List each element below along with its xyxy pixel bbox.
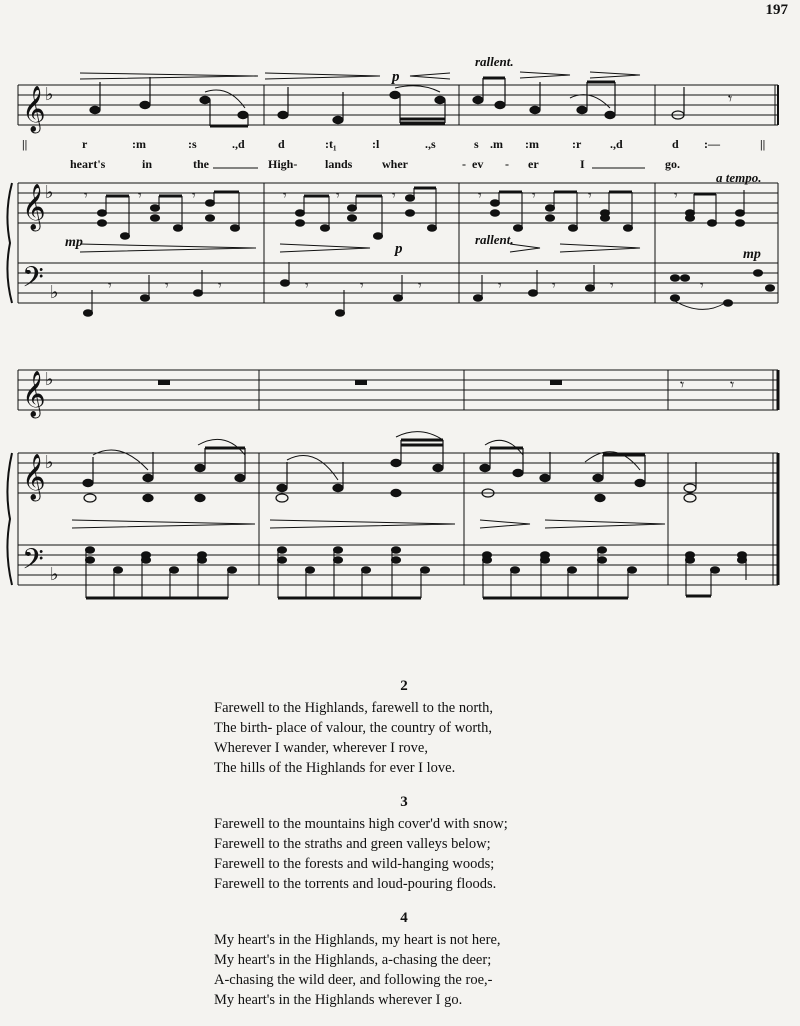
page-number: 197 [765,2,788,18]
svg-text:𝄾: 𝄾 [610,278,614,294]
treble-clef-icon: 𝄞 [22,86,46,132]
voice-notes-1 [90,77,684,126]
svg-text:𝄾: 𝄾 [84,188,88,204]
svg-text:.,s: .,s [425,137,436,151]
svg-text:I: I [580,157,585,171]
svg-text:𝄾: 𝄾 [418,278,422,294]
svg-text:-: - [462,157,466,171]
tempo-rallent-mid: rallent. [475,232,514,247]
tempo-a-tempo: a tempo. [716,170,762,185]
svg-text:𝄾: 𝄾 [360,278,364,294]
svg-text:𝄾: 𝄾 [680,375,685,394]
svg-text::t₁: :t₁ [325,137,337,151]
verse-3 [214,794,634,894]
verse-line: Farewell to the mountains high cover'd with snow; [214,816,508,832]
verse-line: The hills of the Highlands for ever I love. [214,760,456,776]
svg-text:||: || [22,137,28,151]
solfa-line [22,137,765,151]
svg-text:.,d: .,d [610,137,623,151]
piano-treble-staff-2 [18,453,778,493]
voice-staff-1 [18,85,778,125]
treble-clef-icon: 𝄞 [22,184,46,230]
verse-4 [214,910,634,1010]
svg-text::l: :l [372,137,380,151]
verse-line: My heart's in the Highlands wherever I go. [214,992,463,1008]
svg-text::m: :m [525,137,539,151]
svg-text::r: :r [572,137,582,151]
svg-text:♭: ♭ [45,84,54,105]
svg-text:𝄾: 𝄾 [336,188,340,204]
svg-text:𝄾: 𝄾 [700,278,704,294]
piano-treble-notes-2 [83,432,696,502]
svg-text:𝄾: 𝄾 [552,278,556,294]
svg-text:𝄾: 𝄾 [283,188,287,204]
svg-text:-: - [505,157,509,171]
svg-text:𝄾: 𝄾 [478,188,482,204]
verses-section [214,678,634,1026]
svg-text:♭: ♭ [45,369,54,390]
svg-text:♭: ♭ [45,182,54,203]
svg-text::—: :— [704,137,720,151]
dynamic-mp-left: mp [65,235,83,250]
svg-text:𝄾: 𝄾 [218,278,222,294]
svg-text:ev: ev [472,157,484,171]
verse-line: Farewell to the straths and green valleys below; [214,836,491,852]
svg-text:wher: wher [382,157,408,171]
treble-clef-icon: 𝄞 [22,371,46,417]
svg-text:𝄾: 𝄾 [728,89,733,108]
voice-rests-2 [158,380,562,385]
svg-text:𝄾: 𝄾 [392,188,396,204]
verse-line: The birth- place of valour, the country of worth, [214,720,493,736]
svg-text:♭: ♭ [45,452,54,473]
verse-line: A-chasing the wild deer, and following the roe,- [214,972,493,988]
svg-text:𝄾: 𝄾 [305,278,309,294]
svg-text:𝄾: 𝄾 [674,188,678,204]
svg-text:in: in [142,157,153,171]
svg-text:r: r [82,137,88,151]
svg-text::s: :s [188,137,197,151]
svg-text:𝄾: 𝄾 [192,188,196,204]
svg-text:.,d: .,d [232,137,245,151]
verse-2 [214,678,634,778]
verse-line: Wherever I wander, wherever I rove, [214,740,428,756]
verse-line: Farewell to the Highlands, farewell to the north, [214,700,494,716]
svg-text:𝄾: 𝄾 [730,375,735,394]
verse-number: 3 [400,794,408,810]
svg-text:𝄾: 𝄾 [138,188,142,204]
verse-line: Farewell to the forests and wild-hanging woods; [214,856,495,872]
svg-text:s: s [474,137,479,151]
dynamic-mp-right: mp [743,247,761,262]
svg-text:||: || [760,137,766,151]
verse-number: 4 [400,910,408,926]
svg-text:𝄾: 𝄾 [532,188,536,204]
piano-treble-staff-1 [18,183,778,223]
svg-text:𝄾: 𝄾 [498,278,502,294]
bass-clef-icon: 𝄢 [22,543,44,583]
voice-staff-2 [18,370,778,410]
verse-line: My heart's in the Highlands, a-chasing the deer; [214,952,492,968]
tempo-rallent-top: rallent. [475,54,514,69]
dynamic-p-mid: p [395,241,403,257]
svg-text::m: :m [132,137,146,151]
svg-text:High-: High- [268,157,298,171]
svg-text:𝄾: 𝄾 [108,278,112,294]
verse-line: My heart's in the Highlands, my heart is not here, [214,932,501,948]
svg-text:𝄾: 𝄾 [588,188,592,204]
svg-text:♭: ♭ [50,564,59,585]
svg-text:d: d [278,137,285,151]
bass-clef-icon: 𝄢 [22,261,44,301]
piano-bass-notes-2 [86,547,747,598]
verse-line: Farewell to the torrents and loud-pouring floods. [214,876,497,892]
svg-text:d: d [672,137,679,151]
svg-text:lands: lands [325,157,353,171]
svg-text:.m: .m [490,137,503,151]
treble-clef-icon: 𝄞 [22,454,46,500]
svg-text:heart's: heart's [70,157,106,171]
piano-bass-notes-1 [84,262,775,316]
lyrics-line [70,157,680,171]
verse-number: 2 [400,678,408,694]
svg-text:𝄾: 𝄾 [165,278,169,294]
svg-text:er: er [528,157,539,171]
svg-text:the: the [193,157,209,171]
dynamic-p-top: p [392,69,400,85]
svg-text:♭: ♭ [50,282,59,303]
svg-text:go.: go. [665,157,680,171]
